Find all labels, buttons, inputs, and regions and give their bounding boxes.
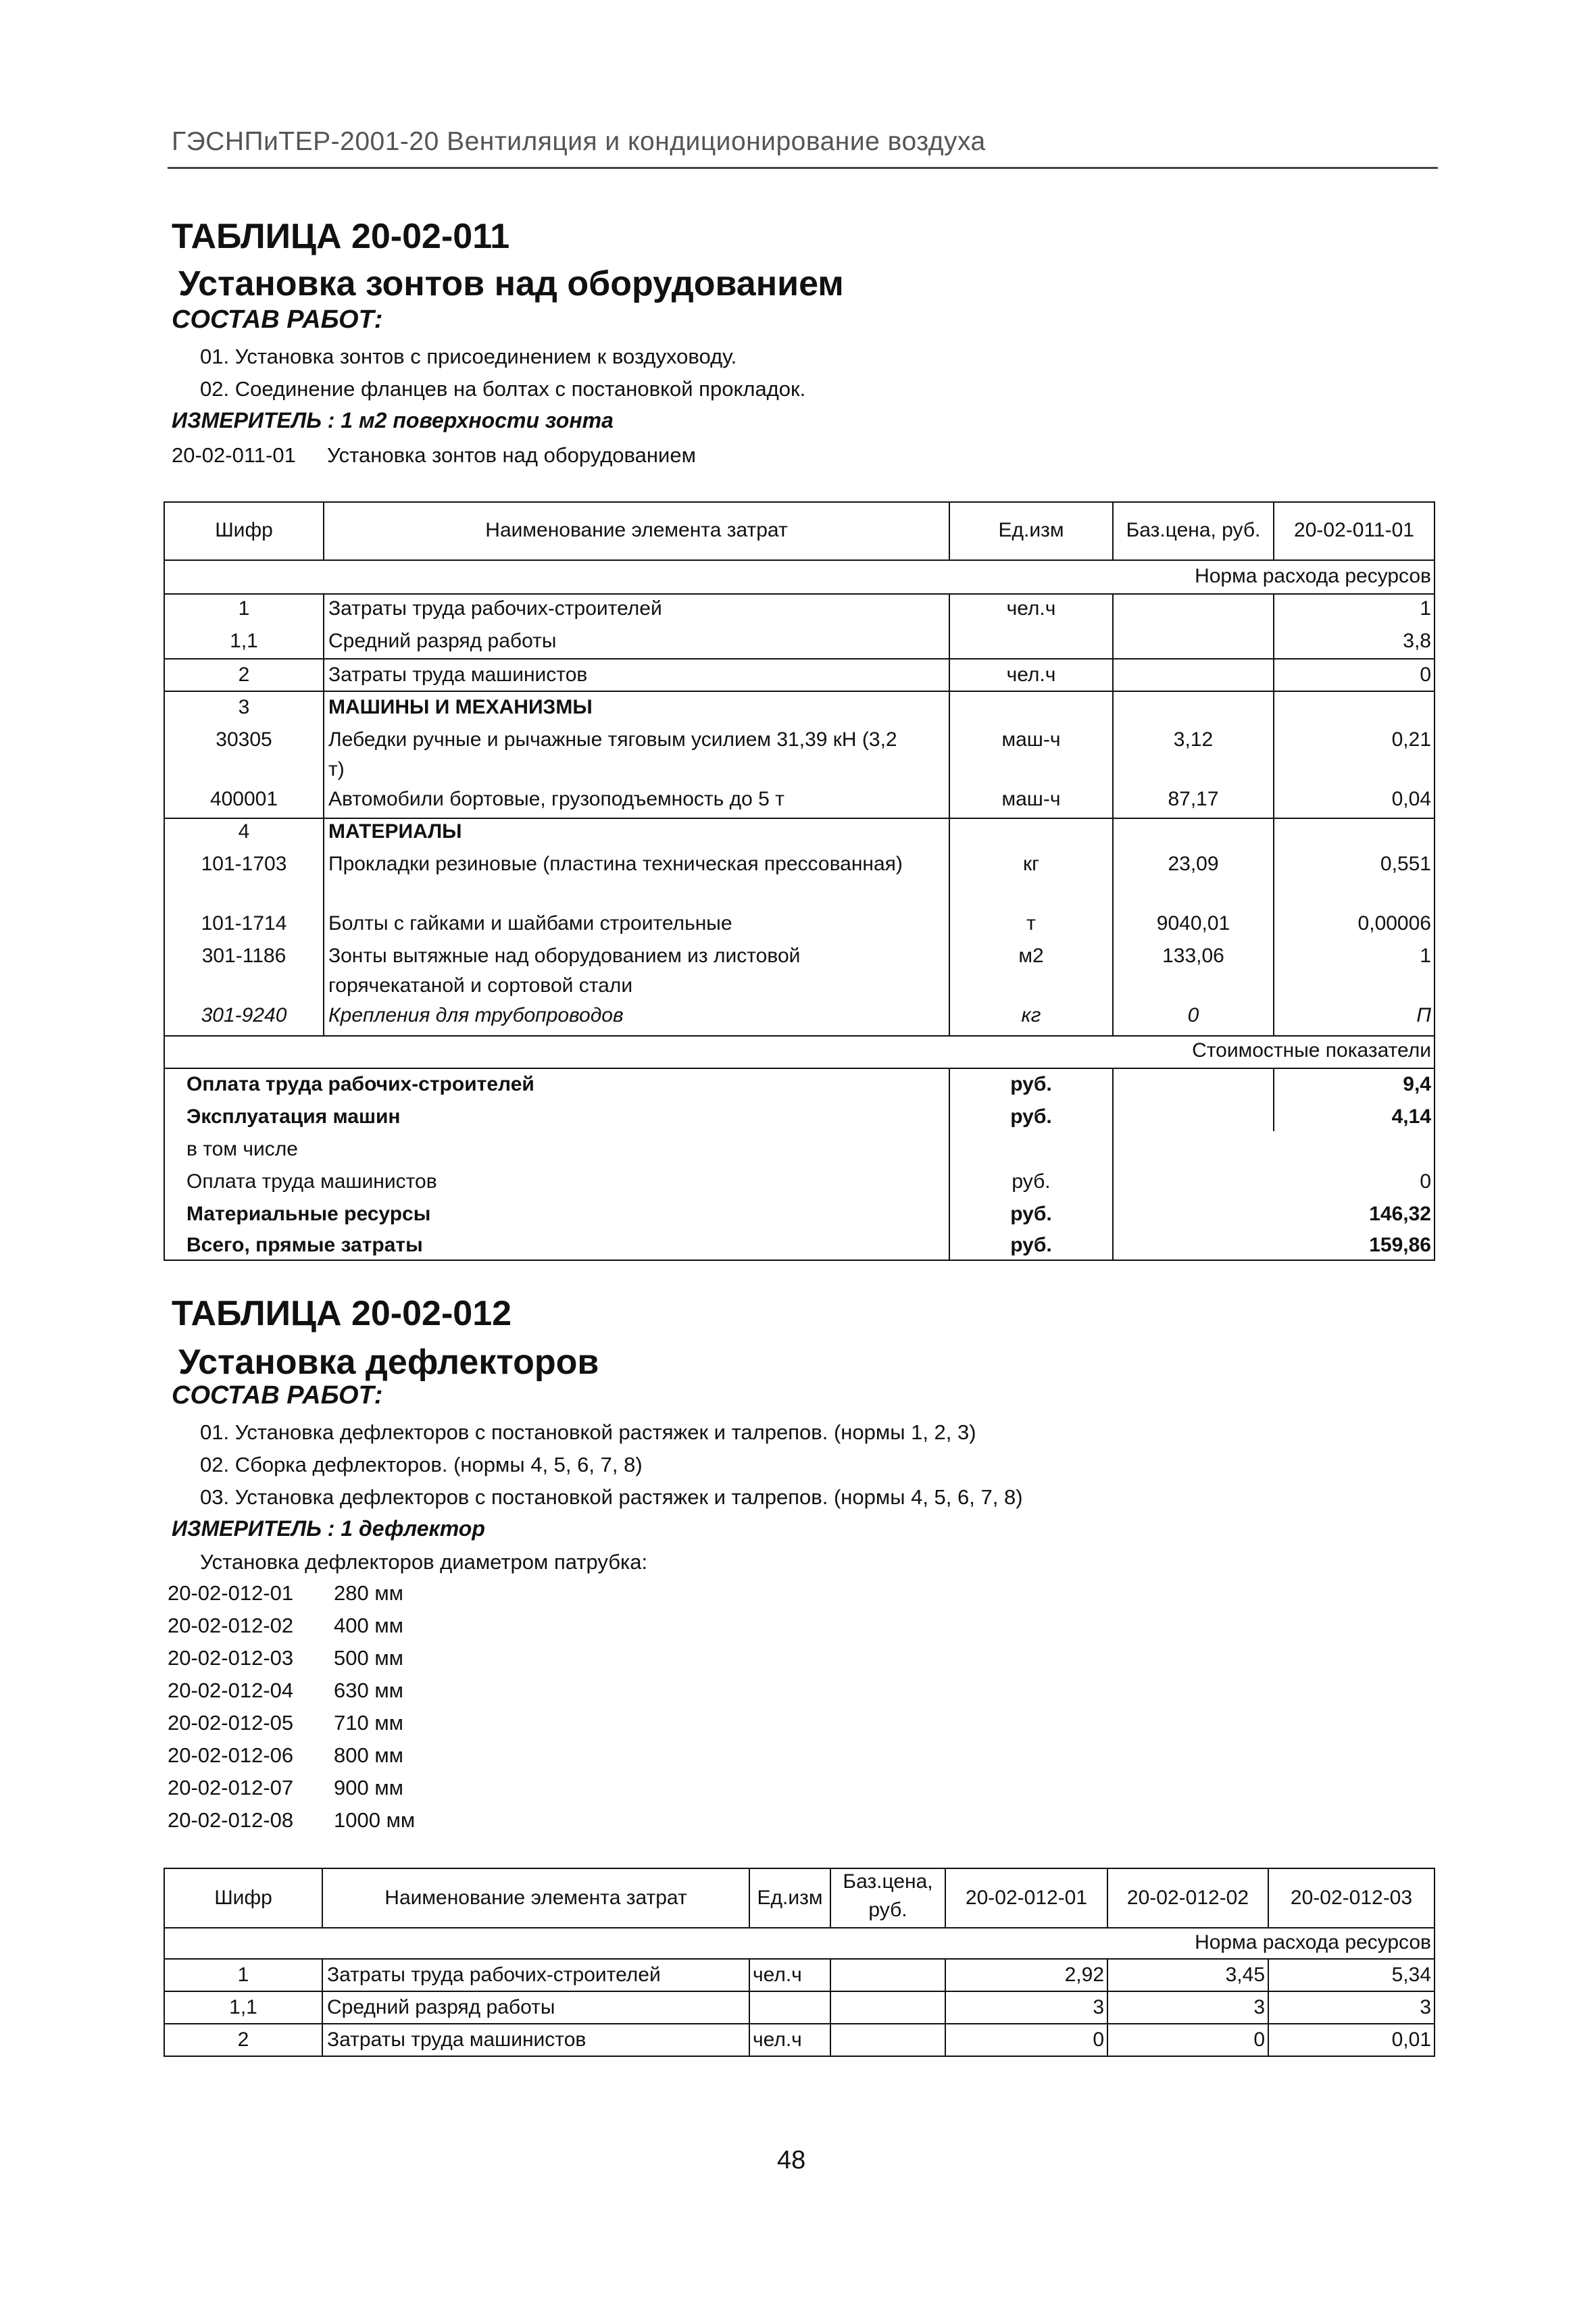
- table2-header-price: Баз.цена,: [843, 1870, 933, 1893]
- code-item: 20-02-012-02: [168, 1614, 294, 1637]
- row-price: 133,06: [1162, 945, 1224, 967]
- table1-cost-label: Стоимостные показатели: [1192, 1039, 1431, 1062]
- table2-rule: [164, 1991, 1435, 1992]
- row-unit: чел.ч: [753, 1964, 802, 1986]
- row-value: 0: [1420, 664, 1431, 686]
- table2-rule: [749, 1958, 750, 2057]
- table2-rule: [1434, 1868, 1435, 2057]
- cost-name: Эксплуатация машин: [186, 1105, 401, 1128]
- row-unit: маш-ч: [1001, 788, 1061, 810]
- row-unit: кг: [1022, 853, 1040, 875]
- row-price: 3,12: [1173, 728, 1214, 751]
- table1-rule: [164, 1260, 1435, 1261]
- code-item: 20-02-012-01: [168, 1581, 294, 1605]
- code-item: 20-02-012-06: [168, 1743, 294, 1767]
- row-cipher: 1,1: [229, 1996, 257, 2018]
- row-price: 9040,01: [1156, 912, 1230, 935]
- row-cipher: 101-1714: [201, 912, 287, 935]
- table1-work-1: 01. Установка зонтов с присоединением к воздуховоду.: [200, 345, 737, 368]
- table2-work-heading: СОСТАВ РАБОТ:: [172, 1381, 383, 1410]
- table1-header-name: Наименование элемента затрат: [485, 519, 788, 541]
- row-price: 0: [1187, 1004, 1199, 1026]
- table1-meter: ИЗМЕРИТЕЛЬ : 1 м2 поверхности зонта: [172, 408, 614, 432]
- row-value-1: 3: [1093, 1996, 1104, 2018]
- cost-name: Материальные ресурсы: [186, 1203, 431, 1225]
- cost-unit: руб.: [1010, 1203, 1052, 1225]
- code-size: 800 мм: [334, 1743, 403, 1767]
- row-cipher: 101-1703: [201, 853, 287, 875]
- row-value-3: 5,34: [1391, 1964, 1431, 1986]
- row-name: Средний разряд работы: [328, 630, 557, 652]
- row-cipher: 2: [238, 664, 250, 686]
- code-item: 20-02-012-03: [168, 1646, 294, 1670]
- table1-rule: [949, 1068, 950, 1261]
- row-unit: кг: [1021, 1004, 1041, 1026]
- table1-title: Установка зонтов над оборудованием: [178, 264, 844, 303]
- row-value-3: 0,01: [1391, 2028, 1431, 2051]
- row-cipher: 1: [238, 597, 250, 620]
- code-item: 20-02-012-05: [168, 1711, 294, 1735]
- table2-header-price-unit: руб.: [868, 1899, 907, 1921]
- row-unit: чел.ч: [1006, 664, 1056, 686]
- row-name: Затраты труда рабочих-строителей: [328, 597, 662, 620]
- row-name: Прокладки резиновые (пластина техническая прессованная): [328, 853, 903, 875]
- row-value: 0,00006: [1357, 912, 1431, 935]
- row-name-cont: т): [328, 758, 345, 780]
- row-cipher: 301-9240: [201, 1004, 287, 1026]
- table1-rule: [323, 593, 324, 1035]
- row-name: МАТЕРИАЛЫ: [328, 820, 462, 843]
- table2-number: ТАБЛИЦА 20-02-012: [172, 1294, 512, 1333]
- row-cipher: 3: [238, 696, 250, 718]
- table1-rule: [164, 593, 1435, 595]
- table2-header-unit: Ед.изм: [757, 1887, 823, 1909]
- table1-rule: [1112, 1068, 1114, 1261]
- table2-rule: [164, 1958, 1435, 1960]
- running-header: ГЭСНПиТЕР-2001-20 Вентиляция и кондиционирование воздуха: [172, 127, 986, 156]
- row-unit: м2: [1018, 945, 1044, 967]
- row-name: Затраты труда машинистов: [328, 664, 588, 686]
- table1-rule: [164, 559, 1435, 561]
- table2-rule: [164, 2056, 1435, 2057]
- table1-rule: [1273, 593, 1274, 1035]
- row-cipher: 301-1186: [201, 945, 286, 967]
- row-value: 1: [1420, 597, 1431, 620]
- row-unit: чел.ч: [753, 2028, 802, 2051]
- row-name: Средний разряд работы: [327, 1996, 555, 2018]
- row-price: 23,09: [1168, 853, 1219, 875]
- row-unit: чел.ч: [1006, 597, 1056, 620]
- code-size: 400 мм: [334, 1614, 403, 1637]
- table1-norm-label: Норма расхода ресурсов: [1195, 565, 1431, 587]
- table2-work-3: 03. Установка дефлекторов с постановкой растяжек и талрепов. (нормы 4, 5, 6, 7, 8): [200, 1485, 1023, 1509]
- table2-work-2: 02. Сборка дефлекторов. (нормы 4, 5, 6, 7, 8): [200, 1453, 643, 1476]
- row-value-2: 3: [1253, 1996, 1265, 2018]
- row-value: 0,21: [1391, 728, 1431, 751]
- row-name: Затраты труда рабочих-строителей: [327, 1964, 661, 1986]
- table1-code: 20-02-011-01: [172, 443, 296, 467]
- cost-value: 4,14: [1391, 1105, 1431, 1128]
- table2-meter: ИЗМЕРИТЕЛЬ : 1 дефлектор: [172, 1516, 485, 1541]
- row-name: Крепления для трубопроводов: [328, 1004, 624, 1026]
- code-size: 900 мм: [334, 1776, 403, 1799]
- cost-unit: руб.: [1010, 1073, 1052, 1095]
- row-name-cont: горячекатаной и сортовой стали: [328, 974, 633, 997]
- table1-rule: [1434, 501, 1435, 1261]
- table1-header-cipher: Шифр: [215, 519, 273, 541]
- table2-header-col2: 20-02-012-02: [1126, 1887, 1249, 1909]
- table1-rule: [1112, 593, 1114, 1035]
- row-value-3: 3: [1420, 1996, 1431, 2018]
- row-name: МАШИНЫ И МЕХАНИЗМЫ: [328, 696, 593, 718]
- page-number: 48: [777, 2146, 806, 2174]
- table1-header-norm-code: 20-02-011-01: [1294, 519, 1414, 541]
- row-unit: т: [1026, 912, 1036, 935]
- row-cipher: 2: [237, 2028, 249, 2051]
- cost-value: 146,32: [1369, 1203, 1431, 1225]
- cost-value: 0: [1420, 1170, 1431, 1193]
- cost-value: 159,86: [1369, 1234, 1431, 1256]
- row-name: Автомобили бортовые, грузоподъемность до 5 т: [328, 788, 784, 810]
- row-value: П: [1416, 1004, 1431, 1026]
- table2-header-col3: 20-02-012-03: [1290, 1887, 1413, 1909]
- cost-unit: руб.: [1012, 1170, 1051, 1193]
- row-unit: маш-ч: [1001, 728, 1061, 751]
- code-size: 710 мм: [334, 1711, 403, 1735]
- row-name: Зонты вытяжные над оборудованием из листовой: [328, 945, 801, 967]
- row-value: 0,551: [1380, 853, 1431, 875]
- header-rule: [168, 167, 1438, 169]
- row-value: 3,8: [1403, 630, 1431, 652]
- table2-rule: [322, 1958, 323, 2057]
- table2-header-col1: 20-02-012-01: [965, 1887, 1088, 1909]
- code-item: 20-02-012-04: [168, 1678, 294, 1702]
- row-name: Лебедки ручные и рычажные тяговым усилием 31,39 кН (3,2: [328, 728, 897, 751]
- table1-number: ТАБЛИЦА 20-02-011: [172, 217, 510, 256]
- cost-name: Оплата труда рабочих-строителей: [186, 1073, 534, 1095]
- table2-rule: [164, 1927, 1435, 1928]
- code-size: 500 мм: [334, 1646, 403, 1670]
- row-value-2: 3,45: [1225, 1964, 1265, 1986]
- table1-code-desc: Установка зонтов над оборудованием: [327, 443, 696, 467]
- table1-header-unit: Ед.изм: [998, 519, 1064, 541]
- table1-rule: [164, 1068, 1435, 1069]
- table1-rule: [164, 658, 1435, 659]
- code-item: 20-02-012-08: [168, 1808, 294, 1832]
- row-value: 1: [1420, 945, 1431, 967]
- cost-name: Всего, прямые затраты: [186, 1234, 423, 1256]
- table1-rule: [1273, 1068, 1274, 1131]
- table1-rule: [164, 1035, 1435, 1037]
- row-price: 87,17: [1168, 788, 1219, 810]
- code-item: 20-02-012-07: [168, 1776, 294, 1799]
- code-size: 1000 мм: [334, 1808, 416, 1832]
- table1-rule: [164, 501, 1435, 503]
- table2-norm-label: Норма расхода ресурсов: [1195, 1931, 1431, 1953]
- cost-name: в том числе: [186, 1138, 298, 1160]
- table2-work-1: 01. Установка дефлекторов с постановкой растяжек и талрепов. (нормы 1, 2, 3): [200, 1420, 976, 1444]
- cost-unit: руб.: [1010, 1105, 1052, 1128]
- row-value-1: 2,92: [1064, 1964, 1104, 1986]
- row-cipher: 400001: [209, 788, 278, 810]
- cost-unit: руб.: [1010, 1234, 1052, 1256]
- table2-intro: Установка дефлекторов диаметром патрубка:: [200, 1550, 648, 1574]
- row-cipher: 4: [238, 820, 250, 843]
- table2-rule: [164, 2023, 1435, 2024]
- cost-value: 9,4: [1403, 1073, 1431, 1095]
- row-cipher: 1: [237, 1964, 249, 1986]
- table1-rule: [164, 818, 1435, 819]
- row-cipher: 1,1: [230, 630, 258, 652]
- row-value-1: 0: [1093, 2028, 1104, 2051]
- table2-header-cipher: Шифр: [214, 1887, 272, 1909]
- table1-work-2: 02. Соединение фланцев на болтах с постановкой прокладок.: [200, 377, 806, 401]
- table1-header-price: Баз.цена, руб.: [1126, 519, 1261, 541]
- row-cipher: 30305: [216, 728, 272, 751]
- table1-rule: [164, 691, 1435, 692]
- table1-rule: [949, 593, 950, 1035]
- table2-title: Установка дефлекторов: [178, 1343, 599, 1382]
- row-name: Затраты труда машинистов: [327, 2028, 587, 2051]
- code-size: 280 мм: [334, 1581, 403, 1605]
- code-size: 630 мм: [334, 1678, 403, 1702]
- row-value-2: 0: [1253, 2028, 1265, 2051]
- table2-header-name: Наименование элемента затрат: [384, 1887, 687, 1909]
- table2-rule: [830, 1958, 831, 2057]
- row-value: 0,04: [1391, 788, 1431, 810]
- cost-name: Оплата труда машинистов: [186, 1170, 437, 1193]
- row-name: Болты с гайками и шайбами строительные: [328, 912, 732, 935]
- table1-work-heading: СОСТАВ РАБОТ:: [172, 305, 383, 334]
- table2-rule: [164, 1868, 1435, 1869]
